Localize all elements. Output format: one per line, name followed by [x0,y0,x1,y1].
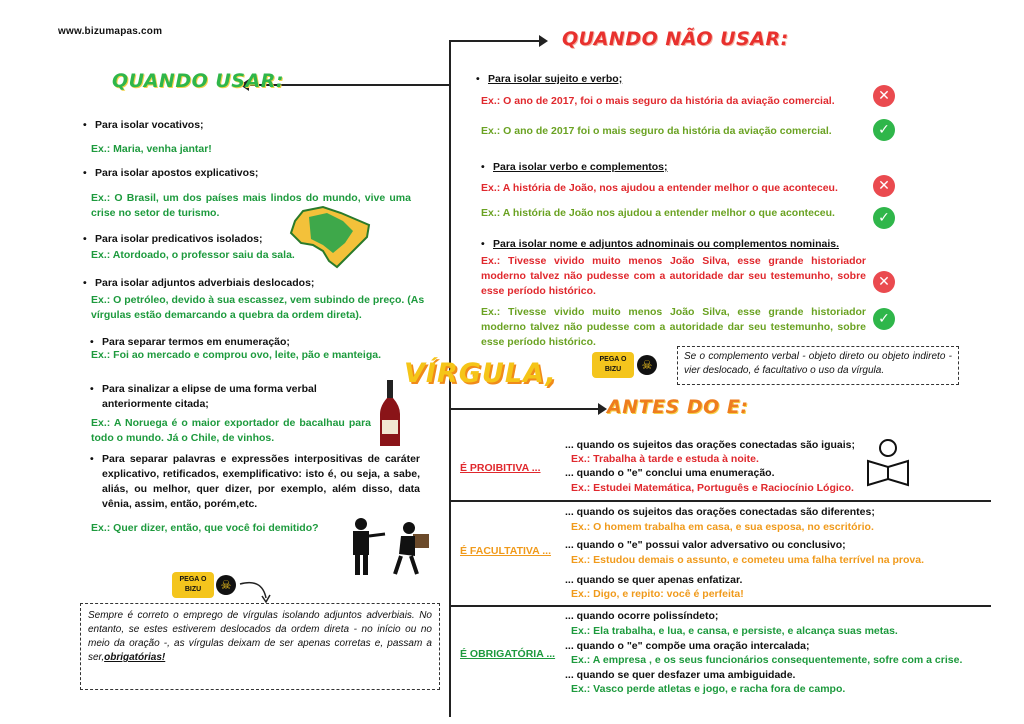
right-note-text: Se o complemento verbal - objeto direto ou objeto indireto - vier deslocado, é facultativo o uso da vírgula. [684,351,952,376]
obrigatoria-row-1-text: ... quando ocorre polissíndeto; [565,610,719,622]
wrong-icon: ✕ [873,85,895,107]
divider-1 [451,500,991,502]
facultativa-row-3-example: Ex.: Digo, e repito: você é perfeita! [571,588,744,600]
left-item-4-example: Ex.: O petróleo, devido à sua escassez, vem subindo de preço. (As vírgulas estão demarcando a quebra da ordem direta). [91,294,425,321]
check-icon: ✓ [873,207,895,229]
left-item-5-label: • Para separar termos em enumeração; [102,335,290,350]
reader-icon [862,437,914,487]
center-line-top [449,40,451,410]
skull-icon: ☠ [637,355,657,375]
right-group-2-wrong: Ex.: A história de João, nos ajudou a entender melhor o que aconteceu. [481,182,838,194]
right-group-3-right: Ex.: Tivesse vivido muito menos João Silva, esse grande historiador moderno talvez não pudesse com a autoridade dar seu testemunho, sobre esse período histórico. [481,306,866,348]
brazil-map-icon [283,203,375,273]
facultativa-row-1-text: ... quando os sujeitos das orações conectadas são diferentes; [565,506,875,518]
connector-right [449,40,541,42]
left-item-1-label: • Para isolar vocativos; [95,118,204,133]
wrong-icon: ✕ [873,175,895,197]
facultativa-row-3-text: ... quando se quer apenas enfatizar. [565,574,743,586]
right-group-3-label: • Para isolar nome e adjuntos adnominais ou complementos nominais. [493,237,839,252]
label-proibitiva: É PROIBITIVA ... [460,462,541,474]
proibitiva-row-1-example: Ex.: Trabalha à tarde e estuda à noite. [571,453,759,465]
label-obrigatoria: É OBRIGATÓRIA ... [460,648,556,660]
left-item-7-example: Ex.: Quer dizer, então, que você foi demitido? [91,522,319,534]
connector-antes [449,408,601,410]
obrigatoria-row-3-example: Ex.: Vasco perde atletas e jogo, e racha fora de campo. [571,683,846,695]
badge-line2: BIZU [604,366,622,373]
right-group-1-right: Ex.: O ano de 2017 foi o mais seguro da história da aviação comercial. [481,125,832,137]
title-virgula: VÍRGULA, [404,358,557,389]
left-note-text: Sempre é correto o emprego de vírgulas isolando adjuntos adverbiais. No entanto, se estes estiverem deslocados da ordem direta - no início ou no meio da oração -, as vírgulas deixam de ser apenas corretas e, passam a ser, [88,610,432,663]
site-url: www.bizumapas.com [58,26,163,37]
left-item-5-example: Ex.: Foi ao mercado e comprou ovo, leite, pão e manteiga. [91,349,381,361]
right-group-2-right: Ex.: A história de João nos ajudou a entender melhor o que aconteceu. [481,207,835,219]
badge-line2: BIZU [184,586,202,593]
left-item-6-example: Ex.: A Noruega é o maior exportador de bacalhau para todo o mundo. Já o Chile, de vinhos. [91,417,371,444]
proibitiva-row-2-example: Ex.: Estudei Matemática, Português e Raciocínio Lógico. [571,482,854,494]
facultativa-row-1-example: Ex.: O homem trabalha em casa, e sua esposa, no escritório. [571,521,874,533]
fired-worker-illustration [343,514,435,578]
facultativa-row-2-text: ... quando o "e" possui valor adversativo ou conclusivo; [565,539,846,551]
left-item-4-label: • Para isolar adjuntos adverbiais deslocados; [95,276,314,291]
left-item-2-example: Ex.: O Brasil, um dos países mais lindos do mundo, vive uma crise no setor de turismo. [91,192,411,219]
proibitiva-row-2-text: ... quando o "e" conclui uma enumeração. [565,467,775,479]
obrigatoria-row-1-example: Ex.: Ela trabalha, e lua, e cansa, e persiste, e alcança suas metas. [571,625,898,637]
title-antes-do-e: ANTES DO E: [607,396,749,418]
right-group-2-label: • Para isolar verbo e complementos; [493,160,667,175]
label-facultativa: É FACULTATIVA ... [460,545,551,557]
badge-line1: PEGA O [599,356,627,363]
left-item-3-label: • Para isolar predicativos isolados; [95,232,262,247]
right-group-1-label: • Para isolar sujeito e verbo; [488,72,622,87]
left-note-emph: obrigatórias! [104,652,166,663]
left-item-7-label: • Para separar palavras e expressões interpositivas de caráter explicativo, retificados, exemplificativo: isto é, ou seja, a sabe, aliás, ou melhor, quer dizer, por exemplo, além disso, data vênia, assim, então, porém,etc. [102,452,420,512]
arrow-antes-icon [598,403,607,415]
wrong-icon: ✕ [873,271,895,293]
wine-bottle-icon [376,378,404,450]
divider-2 [451,605,991,607]
title-quando-usar: QUANDO USAR: [112,70,284,92]
proibitiva-row-1-text: ... quando os sujeitos das orações conectadas são iguais; [565,439,856,451]
right-note-box [677,346,959,385]
right-group-3-wrong: Ex.: Tivesse vivido muito menos João Silva, esse grande historiador moderno talvez não pudesse com a autoridade dar seu testemunho, sobre esse período histórico. [481,255,866,297]
title-quando-nao-usar: QUANDO NÃO USAR: [562,28,789,50]
pega-o-bizu-badge [172,572,214,598]
right-group-1-wrong: Ex.: O ano de 2017, foi o mais seguro da história da aviação comercial. [481,95,835,107]
left-item-2-label: • Para isolar apostos explicativos; [95,166,258,181]
pega-o-bizu-badge [592,352,634,378]
skull-icon: ☠ [216,575,236,595]
obrigatoria-row-2-text: ... quando o "e" compõe uma oração intercalada; [565,640,810,652]
left-item-3-example: Ex.: Atordoado, o professor saiu da sala. [91,249,295,261]
check-icon: ✓ [873,308,895,330]
left-item-1-example: Ex.: Maria, venha jantar! [91,143,212,155]
arrow-right-icon [539,35,548,47]
left-note-box [80,603,440,690]
obrigatoria-row-3-text: ... quando se quer desfazer uma ambiguidade. [565,669,796,681]
curved-arrow-icon [238,578,274,604]
left-item-6-label: • Para sinalizar a elipse de uma forma verbal anteriormente citada; [102,382,342,412]
obrigatoria-row-2-example: Ex.: A empresa , e os seus funcionários consequentemente, sofre com a crise. [571,654,963,666]
center-line-bottom [449,395,451,717]
facultativa-row-2-example: Ex.: Estudou demais o assunto, e cometeu uma falha terrível na prova. [571,554,925,566]
badge-line1: PEGA O [179,576,207,583]
check-icon: ✓ [873,119,895,141]
